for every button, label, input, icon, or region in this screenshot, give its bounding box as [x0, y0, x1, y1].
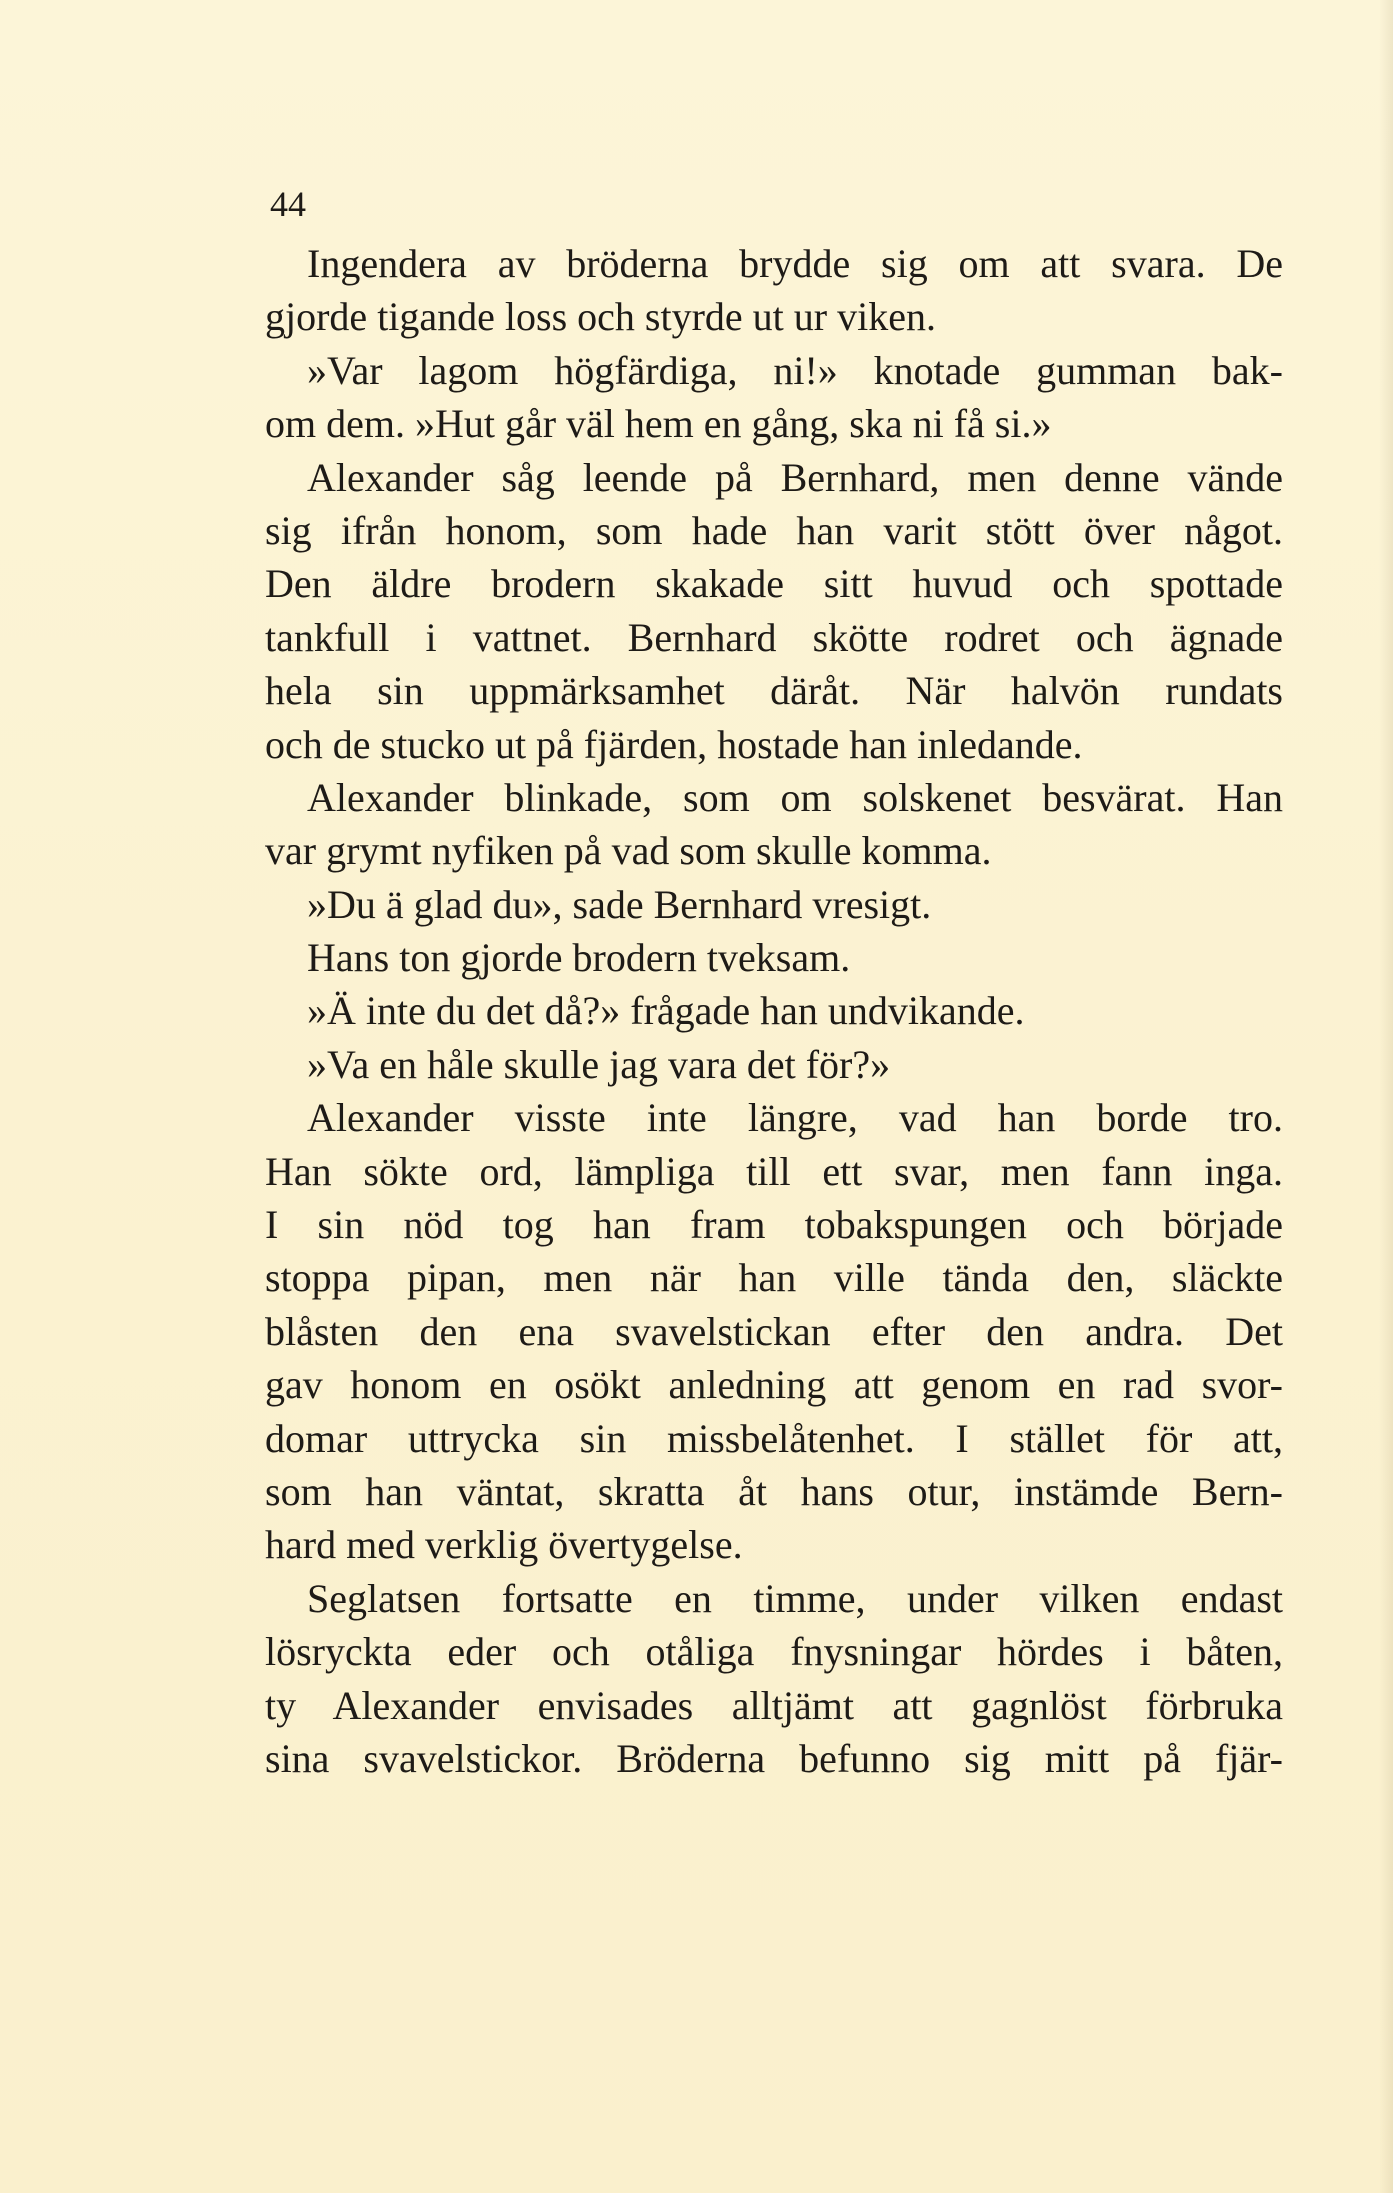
text-line: »Du ä glad du», sade Bernhard vresigt. [307, 881, 932, 927]
text-line: Ingendera av bröderna brydde sig om att svara. De [307, 241, 1283, 286]
text-line: tankfull i vattnet. Bernhard skötte rodret och ägnade [265, 614, 1283, 660]
page-edge-shadow [1379, 0, 1393, 2193]
text-line: I sin nöd tog han fram tobakspungen och började [265, 1202, 1283, 1248]
text-line: sina svavelstickor. Bröderna befunno sig mitt på fjär- [265, 1735, 1283, 1781]
text-line: lösryckta eder och otåliga fnysningar hördes i båten, [265, 1629, 1283, 1675]
text-line: Hans ton gjorde brodern tveksam. [307, 935, 851, 981]
text-line: om dem. »Hut går väl hem en gång, ska ni få si.» [265, 401, 1052, 447]
text-line: blåsten den ena svavelstickan efter den andra. Det [265, 1308, 1283, 1354]
text-line: Alexander blinkade, som om solskenet besvärat. Han [307, 774, 1283, 820]
text-line: hela sin uppmärksamhet däråt. När halvön rundats [265, 668, 1283, 714]
text-line: hard med verklig övertygelse. [265, 1522, 743, 1568]
text-line: Alexander visste inte längre, vad han borde tro. [307, 1095, 1283, 1141]
text-line: gjorde tigande loss och styrde ut ur viken. [265, 294, 936, 340]
text-line: »Ä inte du det då?» frågade han undvikande. [307, 988, 1025, 1034]
page-number: 44 [270, 184, 306, 224]
text-line: var grymt nyfiken på vad som skulle komma. [265, 828, 992, 874]
text-line: Seglatsen fortsatte en timme, under vilken endast [307, 1575, 1283, 1621]
text-line: Alexander såg leende på Bernhard, men denne vände [307, 454, 1283, 500]
text-line: Den äldre brodern skakade sitt huvud och spottade [265, 561, 1283, 607]
text-line: som han väntat, skratta åt hans otur, instämde Bern- [265, 1468, 1283, 1514]
text-line: domar uttrycka sin missbelåtenhet. I stället för att, [265, 1415, 1283, 1461]
text-line: och de stucko ut på fjärden, hostade han inledande. [265, 721, 1083, 767]
text-line: stoppa pipan, men när han ville tända den, släckte [265, 1255, 1283, 1301]
text-line: »Var lagom högfärdiga, ni!» knotade gumman bak- [307, 347, 1283, 393]
body-text [265, 237, 1283, 1785]
text-line: Han sökte ord, lämpliga till ett svar, men fann inga. [265, 1148, 1283, 1194]
text-line: sig ifrån honom, som hade han varit stött över något. [265, 507, 1283, 553]
text-line: gav honom en osökt anledning att genom en rad svor- [265, 1362, 1283, 1408]
text-line: »Va en håle skulle jag vara det för?» [307, 1041, 891, 1087]
text-line: ty Alexander envisades alltjämt att gagnlöst förbruka [265, 1682, 1283, 1728]
